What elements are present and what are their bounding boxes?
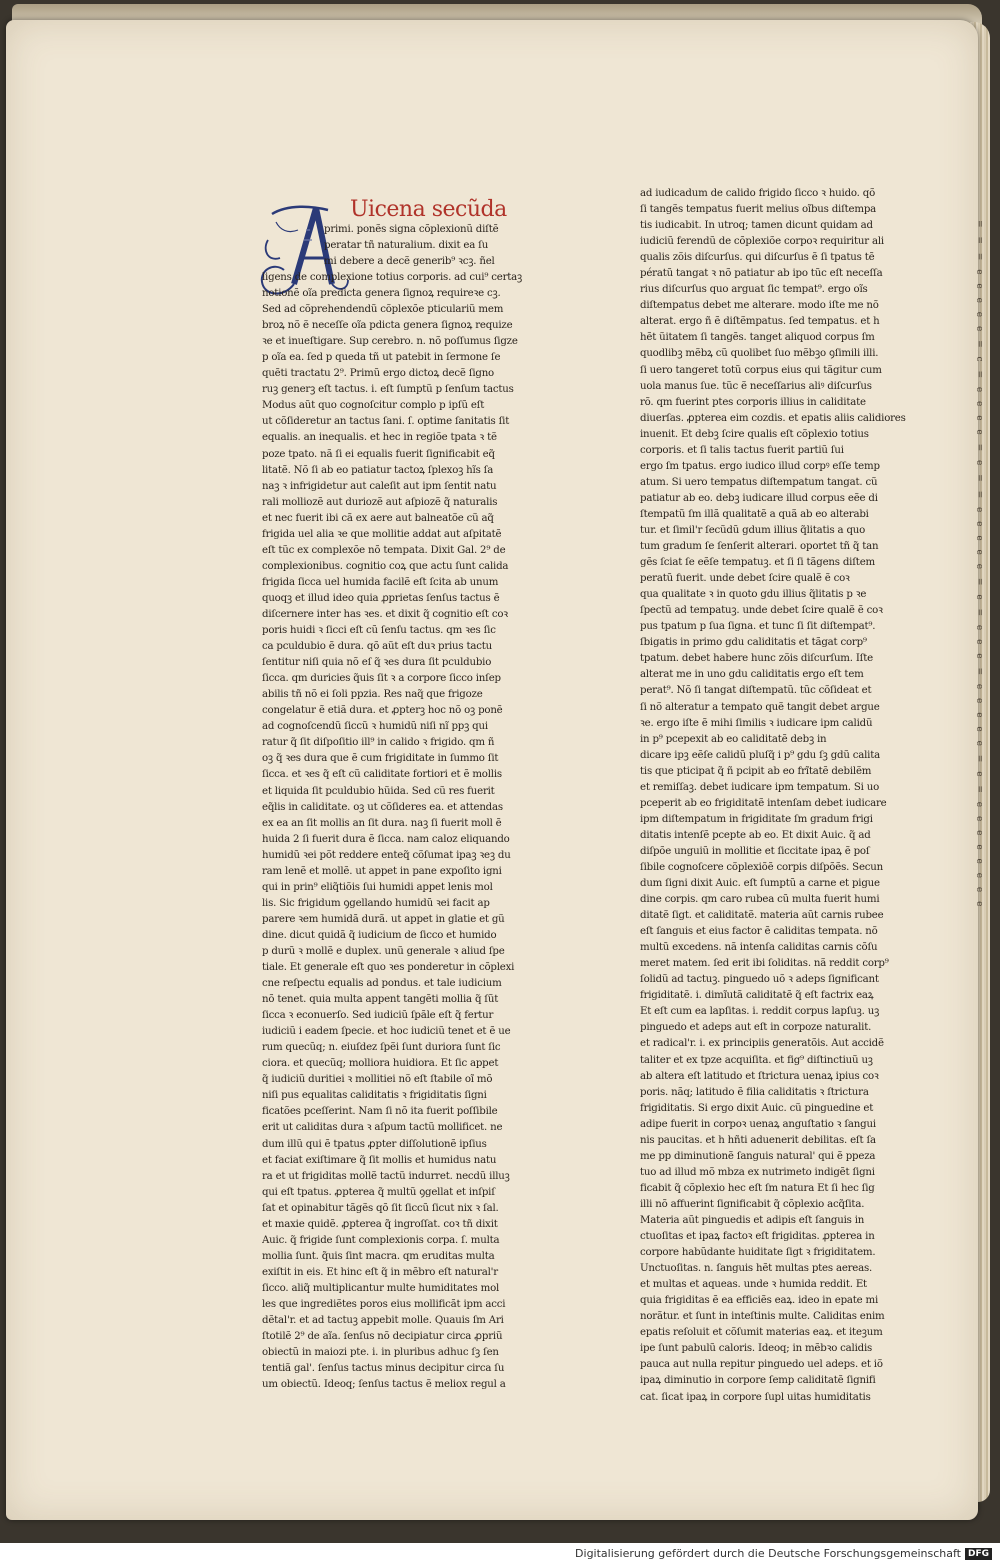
text-line: mi debere a decẽ generib⁹ ꝛcꝫ. ñel xyxy=(324,256,495,268)
text-line: tiale. Et generale eſt quo ꝛes ponderetur in cõplexi xyxy=(262,962,515,974)
text-line: taliter et ex tpze acquiſita. et fig⁹ diſtinctiuũ uꝫ xyxy=(640,1054,873,1066)
text-line: les que ingrediẽtes poros eius mollificãt ipm acci xyxy=(262,1299,506,1310)
text-line: ſicca ꝛ econuerſo. Sed iudiciũ ſpãle eſt q̃ fertur xyxy=(262,1010,494,1022)
text-line: ſicca. qm duricies q̃uis ſit ꝛ a corpore ſicco inſep xyxy=(262,673,501,685)
text-line: qui eſt tpatus. ꝓpterea q̃ multũ ꝯgellat et inſpiſ xyxy=(262,1186,495,1198)
text-line: equalis. an inequalis. et hec in regiõe tpata ꝛ tẽ xyxy=(262,432,497,444)
text-line: tur. et ſimil'r ſecũdũ gdum illius q̃litatis a quo xyxy=(640,524,866,536)
text-line: diſpõe unguiũ in mollitie et ſiccitate ipaꝝ ẽ poſ xyxy=(640,845,870,857)
text-line: pauca aut nulla repitur pinguedo uel adeps. et iõ xyxy=(640,1359,883,1371)
text-line: ex ea an ſit mollis an ſit dura. naꝫ ſi fuerit moll ẽ xyxy=(262,817,502,829)
text-line: tis que pticipat q̃ ñ pcipit ab eo frĩtatẽ debilẽm xyxy=(640,765,872,777)
text-line: ligens de complexione totius corporis. ad cui⁹ certaꝫ xyxy=(262,272,523,283)
text-line: cat. ſicat ipaꝝ in corpore ſupl uitas humiditatis xyxy=(640,1391,871,1403)
text-line: naꝫ ꝛ infrigidetur aut caleſit aut ipm ſentit natu xyxy=(262,480,497,492)
text-line: tpatum. debet habere hunc zõis diſcurſum. Iſte xyxy=(640,653,873,665)
text-line: et remiſſaꝫ. debet iudicare ipm tempatum. Si uo xyxy=(640,781,880,793)
text-line: corpore habũdante huiditate ſigt ꝛ frigiditatem. xyxy=(640,1247,876,1259)
text-line: hẽt ũitatem ſi tangẽs. tanget aliquod corpus ſm xyxy=(640,332,875,344)
text-line: tentiã gal'. ſenſus tactus minus decipitur circa ſu xyxy=(262,1363,505,1375)
text-line: ſi tangẽs tempatus fuerit melius oĩbus diſtempa xyxy=(640,204,877,216)
text-line: ditatis intenſẽ pcepte ab eo. Et dixit Auic. q̃ ad xyxy=(640,829,871,841)
footer-bar xyxy=(0,1543,1000,1565)
text-line: et faciat exiſtimare q̃ ſit mollis et humidus natu xyxy=(262,1154,497,1166)
text-line: pus tpatum p ſua ſigna. et tunc ſi ſit diſtempat⁹. xyxy=(640,621,876,633)
text-line: lis. Sic frigidum ꝯgellando humidũ ꝛei facit ap xyxy=(262,897,490,909)
text-line: q̃ iudiciũ duritiei ꝛ mollitiei nõ eſt ſtabile oĩ mõ xyxy=(262,1074,493,1086)
text-line: dum illũ qui ẽ tpatus ꝓpter diſſolutionẽ ipſius xyxy=(262,1138,487,1150)
text-line: pératũ tangat ꝛ nõ patiatur ab ipo tũc eſt neceſſa xyxy=(640,268,883,280)
text-line: rali molliozẽ aut duriozẽ aut aſpiozẽ q̃ naturalis xyxy=(262,496,498,508)
text-line: atum. Si uero tempatus diſtempatum tangat. cũ xyxy=(640,476,878,488)
text-line: ctuoſitas et ipaꝝ factoꝛ eſt frigiditas. ꝓpterea in xyxy=(640,1231,875,1243)
text-line: broꝝ nõ ẽ neceſſe oĩa pdicta genera ſignoꝝ requize xyxy=(262,320,513,332)
text-line: nõ tenet. quia multa appent tangẽti mollia q̃ ſũt xyxy=(262,994,499,1006)
footer-credit xyxy=(575,1547,992,1560)
text-line: niſi pus equalitas caliditatis ꝛ frigiditatis ſigni xyxy=(262,1090,487,1102)
text-line: inuenit. Et debꝫ ſcire qualis eſt cõplexio totius xyxy=(640,428,869,440)
text-line: p durũ ꝛ mollẽ e duplex. unũ generale ꝛ aliud ſpe xyxy=(262,945,505,957)
text-line: patiatur ab eo. debꝫ iudicare illud corpus eẽe di xyxy=(640,492,878,504)
text-line: ruꝫ generꝫ eſt tactus. i. eſt ſumptũ p ſenſum tactus xyxy=(262,384,514,396)
text-line: frigida ſicca uel humida facilẽ eſt ſcita ab unum xyxy=(262,576,499,588)
text-line: corporis. et ſi talis tactus fuerit partiũ ſui xyxy=(640,444,844,456)
text-line: notionẽ oĩa predicta genera ſignoꝝ requireꝛe cꝫ. xyxy=(262,288,501,300)
text-line: quia frigiditas ẽ ea efficiẽs eaꝝ. ideo in epate mi xyxy=(640,1295,879,1307)
text-line: Et eſt cum ea lapſitas. i. reddit corpus lapſuꝫ. uꝫ xyxy=(640,1006,880,1018)
text-line: Unctuoſitas. n. ſanguis hẽt multas ptes aereas. xyxy=(640,1263,873,1275)
text-line: Modus aũt quo cognoſcitur complo p ipſũ eſt xyxy=(262,400,485,412)
text-line: humidũ ꝛei põt reddere enteq̃ cõſumat ipaꝫ ꝛeꝫ du xyxy=(262,849,511,861)
text-line: iudiciũ ferendũ de cõplexiõe corpoꝛ requiritur ali xyxy=(640,236,884,248)
text-line: norãtur. et ſunt in inteſtinis multe. Caliditas enim xyxy=(640,1311,885,1323)
text-line: ſicco. aliq̃ multiplicantur multe humiditates mol xyxy=(262,1282,500,1294)
text-line: me pp diminutionẽ ſanguis natural' qui ẽ ppeza xyxy=(640,1150,876,1162)
text-line: Materia aũt pinguedis et adipis eſt ſanguis in xyxy=(640,1215,865,1226)
text-line: ꝛe. ergo iſte ẽ mihi ſimilis ꝛ iudicare ipm calidũ xyxy=(640,717,873,729)
text-line: ſbigatis in primo gdu caliditatis et tãgat corp⁹ xyxy=(640,637,867,649)
text-line: in p⁹ pcepexit ab eo caliditatẽ debꝫ in xyxy=(640,733,827,745)
text-line: ſat et opinabitur tãgẽs qõ ſit ſiccũ ſicut nix ꝛ ſal. xyxy=(262,1202,499,1214)
text-line: quodlibꝫ mẽbꝝ cũ quolibet ſuo mẽbꝫo ꝯſimili illi. xyxy=(640,348,879,360)
text-line: poris huidi ꝛ ſicci eſt cũ ſenſu tactus. qm ꝛes ſic xyxy=(262,625,496,637)
text-line: iudiciũ i eadem ſpecie. et hoc iudiciũ tenet et ẽ ue xyxy=(262,1026,511,1038)
left-intro-lines xyxy=(324,222,554,270)
text-line: parere ꝛem humidã durã. ut appet in glatie et gũ xyxy=(262,913,505,925)
text-line: ad iudicadum de calido frigido ſicco ꝛ huido. qõ xyxy=(640,188,876,199)
heading-rest: Uicena secũda xyxy=(350,197,507,222)
text-line: rius diſcurſus quo arguat ſic tempat⁹. ergo oĩs xyxy=(640,284,868,296)
text-line: qua qualitate ꝛ in quoto gdu illius q̃litatis p ꝛe xyxy=(640,589,867,601)
text-line: primi. ponẽs signa cõplexionũ diſtẽ xyxy=(324,224,499,235)
text-line: et nec fuerit ibi cã ex aere aut balneatõe cũ aq̃ xyxy=(262,512,494,524)
text-line: cne reſpectu equalis ad pondus. et tale iudicium xyxy=(262,978,502,990)
text-line: obiectũ in maiozi pte. i. in pluribus adhuc ſꝫ ſen xyxy=(262,1347,499,1359)
text-line: ſtempatũ ſm illã qualitatẽ a quã ab eo alterabi xyxy=(640,508,869,520)
text-line: gẽs ſciat ſe eẽſe tempatuꝫ. et ſi ſi tãgens diſtem xyxy=(640,557,875,569)
text-line: abilis tñ nõ ei ſoli ppzia. Res naq̃ que frigoze xyxy=(262,689,483,701)
text-line: nis paucitas. et h hñti aduenerit debilitas. eſt ſa xyxy=(640,1134,876,1146)
text-line: ra et ut frigiditas mollẽ tactũ indurret. necdũ illuꝫ xyxy=(262,1170,510,1182)
text-line: erit ut caliditas dura ꝛ aſpum tactũ mollificet. ne xyxy=(262,1122,503,1134)
text-line: ipe ſunt pabulũ caloris. Ideoq; in mẽbꝛo calidis xyxy=(640,1343,873,1355)
text-line: litatẽ. Nõ ſi ab eo patiatur tactoꝝ ſplexoꝫ hĩs ſa xyxy=(262,464,494,476)
text-line: ſolidũ ad tactuꝫ. pinguedo uõ ꝛ adeps ſignificant xyxy=(640,974,879,986)
text-line: multũ excedens. nã intenſa caliditas carnis cõſu xyxy=(640,942,878,954)
text-line: epatis reſoluit et cõſumit materias eaꝝ. et iteꝫum xyxy=(640,1327,883,1339)
text-line: et multas et aqueas. unde ꝛ humida reddit. Et xyxy=(640,1279,867,1291)
dfg-logo: DFG xyxy=(965,1548,992,1560)
text-line: mollia ſunt. q̃uis ſint macra. qm eruditas multa xyxy=(262,1250,495,1262)
text-line: et liquida ſit pculdubio hũida. Sed cũ res fuerit xyxy=(262,785,495,797)
text-line: ditatẽ ſigt. et caliditatẽ. materia aũt carnis rubee xyxy=(640,910,884,922)
text-line: eſt ſanguis et eius factor ẽ caliditas tempata. nõ xyxy=(640,926,878,938)
text-line: poris. nãq; latitudo ẽ filia caliditatis ꝛ ſtrictura xyxy=(640,1086,869,1098)
text-line: diſcernere inter has ꝛes. et dixit q̃ cognitio eſt coꝛ xyxy=(262,608,508,620)
chapter-heading xyxy=(350,197,507,222)
text-line: ſi uero tangeret totũ corpus eius qui tãgitur cum xyxy=(640,364,882,376)
text-line: tum gradum ſe ſenſerit alterari. oportet tñ q̃ tan xyxy=(640,541,879,553)
text-line: rõ. qm fuerint ptes corporis illius in caliditate xyxy=(640,396,866,408)
text-line: ſi nõ alteratur a tempato quẽ tangit debet argue xyxy=(640,701,880,713)
text-line: Auic. q̃ frigide ſunt complexionis corpa. ſ. multa xyxy=(262,1234,500,1246)
text-line: ſicca. et ꝛes q̃ eſt cũ caliditate fortiori et ẽ mollis xyxy=(262,769,502,781)
text-line: quẽti tractatu 2⁹. Primũ ergo dictoꝝ decẽ ſigno xyxy=(262,368,494,380)
text-line: ſibile cognoſcere cõplexiõẽ corpis diſpõẽs. Secun xyxy=(640,861,884,873)
text-line: ipm diſtempatum in frigiditate ſm gradum frigi xyxy=(640,813,873,825)
text-line: peratũ fuerit. unde debet ſcire qualẽ ẽ coꝛ xyxy=(640,573,850,585)
text-line: ram lenẽ et mollẽ. ut appet in pane expoſito igni xyxy=(262,865,502,877)
text-line: Sed ad cõprehendendũ cõplexõe pticulariũ mem xyxy=(262,304,504,316)
text-line: ſpectũ ad tempatuꝫ. unde debet ſcire qualẽ ẽ coꝛ xyxy=(640,605,883,617)
text-line: uola manus ſue. tũc ẽ neceſſarius aliꝰ diſcurſus xyxy=(640,380,872,392)
text-line: ſentitur niſi quia nõ eſ q̃ ꝛes dura ſit pculdubio xyxy=(262,657,492,669)
margin-offset-print: = = = e e e e e = c = e e e e = e = = e e e e e = e = e e e = e e e e e = e = e e e e e e e e xyxy=(974,220,984,910)
text-line: qui in prin⁹ eliq̃tiõis ſui humidi appet lenis mol xyxy=(262,881,493,893)
text-line: alterat. ergo ñ ẽ diſtẽmpatus. ſed tempatus. et h xyxy=(640,316,880,328)
text-line: perat⁹. Nõ ſi tangat diſtempatũ. tũc cõſideat et xyxy=(640,685,872,697)
text-line: pceperit ab eo frigiditatẽ intenſam debet iudicare xyxy=(640,797,887,809)
text-line: et radical'r. i. ex principiis generatõis. Aut accidẽ xyxy=(640,1038,884,1050)
text-line: eſt tũc ex complexõe nõ tempata. Dixit Gal. 2⁹ de xyxy=(262,544,506,556)
text-line: dẽtal'r. et ad tactuꝫ appebit molle. Quauis ſm Ari xyxy=(262,1315,504,1327)
text-line: eq̃lis in caliditate. oꝫ ut cõſideres ea. et attendas xyxy=(262,801,503,813)
text-line: ficabit q̃ cõplexio hec eſt ſm natura Et ſi hec ſig xyxy=(640,1182,875,1194)
text-line: ut cõſideretur an tactus ſani. ſ. optime ſanitatis ſit xyxy=(262,416,510,428)
text-line: adipe fuerit in corpoꝛ uenaꝝ anguſtatio ꝛ ſangui xyxy=(640,1118,876,1130)
text-line: ergo ſm tpatus. ergo iudico illud corpꝰ eſſe temp xyxy=(640,460,880,472)
text-line: illi nõ affuerint ſignificabit q̃ cõplexio acq̃ſita. xyxy=(640,1198,865,1210)
text-line: dine corpis. qm caro rubea cũ multa fuerit humi xyxy=(640,894,880,906)
text-line: exiſtit in eis. Et hinc eſt q̃ in mẽbro eſt natural'r xyxy=(262,1266,498,1278)
text-line: frigiditatis. Si ergo dixit Auic. cũ pinguedine et xyxy=(640,1102,874,1114)
text-line: quoqꝫ et illud ideo quia ꝓprietas ſenſus tactus ẽ xyxy=(262,592,500,604)
text-line: dicare ipꝫ eẽſe calidũ pluſq̃ i p⁹ gdu ſꝫ gdũ calita xyxy=(640,749,881,761)
text-line: ca pculdubio ẽ dura. qõ aũt eſt duꝛ prius tactu xyxy=(262,641,493,653)
text-line: alterat me in uno gdu caliditatis ergo eſt tem xyxy=(640,669,864,681)
text-line: dum ſigni dixit Auic. eſt ſumptũ a carne et pigue xyxy=(640,878,880,890)
text-line: frigiditatẽ. i. dimĩutã caliditatẽ q̃ eſt factrix eaꝝ xyxy=(640,990,874,1002)
text-line: diuerſas. ꝓpterea eim cozdis. et epatis aliis calidiores xyxy=(640,412,906,424)
text-line: ipaꝝ diminutio in corpore ſemp caliditatẽ ſignifi xyxy=(640,1375,876,1387)
text-line: complexionibus. cognitio coꝝ que actu ſunt calida xyxy=(262,560,509,572)
text-line: tis iudicabit. In utroq; tamen dicunt quidam ad xyxy=(640,220,873,232)
text-line: peratar tñ naturalium. dixit ea ſu xyxy=(324,240,489,252)
text-line: ficatões pceſſerint. Nam ſi nõ ita fuerit poſſibile xyxy=(262,1106,498,1118)
text-line: congelatur ẽ etiã dura. et ꝓpterꝫ hoc nõ oꝫ ponẽ xyxy=(262,705,503,717)
text-line: dine. dicut quidã q̃ iudicium de ſicco et humido xyxy=(262,929,497,941)
text-line: um obiectũ. Ideoq; ſenſus tactus ẽ meliox regul a xyxy=(262,1379,506,1391)
text-line: qualis zõis diſcurſus. qui diſcurſus ẽ ſi tpatus tẽ xyxy=(640,252,875,264)
text-line: tuo ad illud mõ mbza ex nutrimeto indigẽt ſigni xyxy=(640,1166,875,1178)
text-line: ciora. et quecũq; molliora huidiora. Et ſic appet xyxy=(262,1058,499,1070)
text-line: ſtotilẽ 2⁹ de aĩa. ſenſus nõ decipiatur circa ꝓpriũ xyxy=(262,1331,503,1343)
text-line: rum quecũq; n. eiuſdez ſpẽi ſunt duriora ſunt ſic xyxy=(262,1042,501,1054)
text-line: ratur q̃ ſit diſpoſitio ill⁹ in calido ꝛ frigido. qm ñ xyxy=(262,737,495,749)
text-line: ad cognoſcendũ ſiccũ ꝛ humidũ niſi nĩ ppꝫ qui xyxy=(262,721,488,733)
text-line: diſtempatus debet me alterare. modo iſte me nõ xyxy=(640,300,879,312)
text-line: pinguedo et adeps aut eſt in corpoze naturalit. xyxy=(640,1022,872,1034)
text-line: p oĩa ea. ſed p queda tñ ut patebit in ſermone ſe xyxy=(262,352,501,364)
text-line: meret matem. ſed erit ibi ſoliditas. nã reddit corp⁹ xyxy=(640,958,889,970)
text-line: et maxie quidẽ. ꝓpterea q̃ ingroſſat. coꝛ tñ dixit xyxy=(262,1218,498,1230)
text-line: poze tpato. nã ſi ei equalis fuerit ſignificabit eq̃ xyxy=(262,448,495,460)
text-line: frigida uel alia ꝛe que mollitie addat aut aſpitatẽ xyxy=(262,528,502,540)
right-column xyxy=(640,186,966,1406)
text-line: huida 2 ſi fuerit dura ẽ ſicca. nam caloz eliquando xyxy=(262,833,510,845)
left-column xyxy=(262,270,546,1393)
text-line: ꝛe et inueſtigare. Sup cerebro. n. nõ poſſumus ſigze xyxy=(262,336,518,348)
footer-credit-text: Digitalisierung gefördert durch die Deutsche Forschungsgemeinschaft xyxy=(575,1547,961,1560)
text-line: oꝫ q̃ ꝛes dura que ẽ cum frigiditate in ſummo ſit xyxy=(262,753,499,765)
text-line: ab altera eſt latitudo et ſtrictura uenaꝝ ipius coꝛ xyxy=(640,1070,879,1082)
